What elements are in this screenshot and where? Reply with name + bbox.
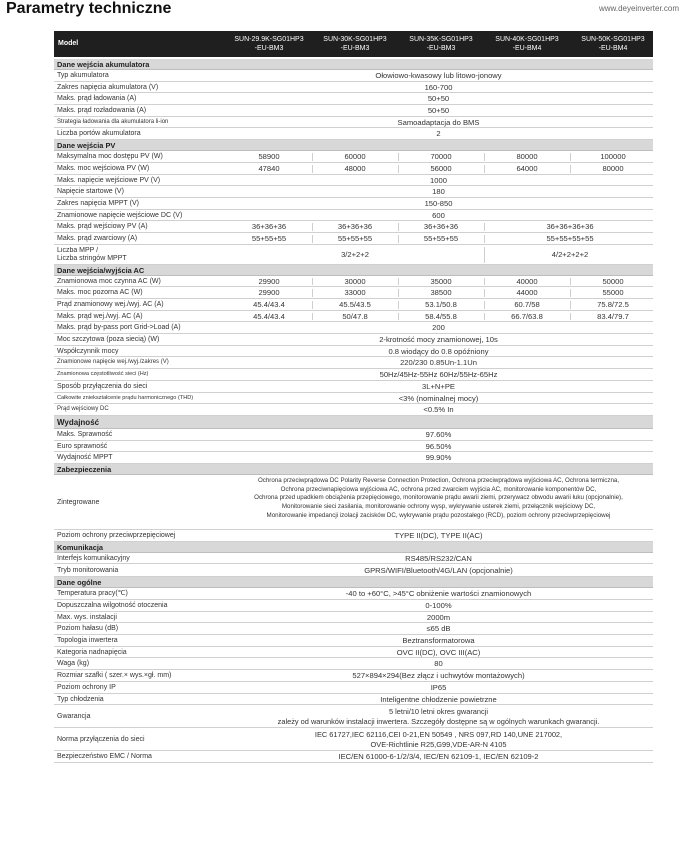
spec-value: 66.7/63.8	[511, 311, 543, 321]
section-header	[54, 464, 653, 475]
spec-value: 64000	[516, 163, 538, 173]
spec-value: -40 to +60°C, >45°C obniżenie wartości znamionowych	[345, 589, 532, 599]
spec-row	[54, 682, 653, 694]
spec-value: TYPE II(DC), TYPE II(AC)	[394, 530, 483, 540]
spec-value: 80000	[516, 152, 538, 162]
spec-row	[54, 186, 653, 198]
spec-label: Maks. moc pozorna AC (W)	[57, 289, 143, 297]
spec-label: Typ chłodzenia	[57, 695, 104, 703]
column-divider	[570, 278, 571, 286]
spec-row	[54, 705, 653, 728]
spec-value: 50+50	[427, 106, 450, 116]
spec-value: 3L+N+PE	[422, 381, 455, 391]
spec-value: 55+55+55	[423, 233, 459, 243]
column-divider	[398, 313, 399, 321]
spec-label: Znamionowe napięcie wej./wyj./zakres (V)	[57, 359, 169, 366]
spec-row	[54, 728, 653, 751]
spec-row	[54, 530, 653, 542]
spec-label: Norma przyłączenia do sieci	[57, 736, 145, 744]
spec-value: 48000	[344, 163, 366, 173]
spec-row	[54, 564, 653, 577]
section-title: Zabezpieczenia	[57, 464, 112, 474]
column-divider	[312, 165, 313, 173]
spec-value: 38500	[430, 288, 452, 298]
spec-value: 2-krotność mocy znamionowej, 10s	[379, 335, 498, 345]
spec-label: Maks. prąd ładowania (A)	[57, 95, 137, 103]
spec-value: 53.1/50.8	[425, 300, 457, 309]
spec-row	[54, 393, 653, 405]
spec-value: 70000	[430, 152, 452, 162]
column-divider	[484, 301, 485, 309]
column-divider	[484, 235, 485, 243]
spec-value: Beztransformatorowa	[402, 636, 475, 646]
website-url[interactable]: www.deyeinverter.com	[598, 4, 679, 13]
spec-row	[54, 233, 653, 245]
spec-row	[54, 369, 653, 381]
spec-value: 527×894×294(Bez złącz i uchwytów montażowych)	[352, 671, 525, 681]
spec-row	[54, 93, 653, 105]
spec-row	[54, 588, 653, 600]
spec-value: 1000	[430, 175, 447, 185]
spec-row	[54, 612, 653, 624]
spec-row	[54, 357, 653, 369]
section-title: Komunikacja	[57, 542, 104, 552]
spec-value: Samoadaptacja do BMS	[397, 117, 480, 127]
spec-label: Interfejs komunikacyjny	[57, 554, 130, 562]
spec-row	[54, 658, 653, 670]
column-divider	[484, 289, 485, 297]
table-header	[54, 31, 653, 57]
spec-row	[54, 245, 653, 265]
column-divider	[484, 153, 485, 161]
spec-label: Maks. prąd zwarciowy (A)	[57, 234, 138, 242]
spec-row	[54, 70, 653, 82]
spec-value: 36+36+36	[251, 222, 287, 232]
spec-label: Temperatura pracy(℃)	[57, 590, 128, 598]
column-divider	[312, 301, 313, 309]
spec-value: 33000	[344, 288, 366, 298]
spec-label: Zakres napięcia akumulatora (V)	[57, 83, 159, 91]
spec-label: Euro sprawność	[57, 442, 108, 450]
section-header	[54, 577, 653, 588]
protection-list: Ochrona przeciwprądowa DC Polarity Reverse Connection Protection, Ochrona przeciwprądowa wyjściowa AC, Ochrona termiczna, Ochrona przeciwnapięciowa wyjściowa AC, ochrona przed zwarciem wyjścia AC, monitorowanie komponentów DC, Ochrona przed upadkiem obciążenia przepięciowego, monitorowanie prądu awarii ziemi, przerywacz obwodu awarii łuku (opcjonalnie), Monitorowanie sieci zasilania, monitorowanie ochrony wysp, wykrywanie usterek ziemi, przełącznik wejściowy DC, Monitorowanie impedancji izolacji zacisków DC, wykrywanie prądu pozostałego (RCD), poziom ochrony przeciwprzepięciowej	[254, 476, 623, 519]
spec-value: RS485/RS232/CAN	[405, 553, 472, 563]
spec-label: Znamionowa częstotliwość sieci (Hz)	[57, 371, 149, 378]
column-divider	[484, 313, 485, 321]
spec-value: 36+36+36	[423, 222, 459, 232]
spec-value: 0-100%	[425, 601, 452, 610]
spec-label: Typ akumulatora	[57, 72, 109, 79]
spec-value: Inteligentne chłodzenie powietrzne	[380, 694, 497, 704]
spec-label: Maks. napięcie wejściowe PV (V)	[57, 176, 161, 184]
spec-label: Poziom ochrony przeciwprzepięciowej	[57, 531, 176, 539]
spec-value: 40000	[516, 276, 538, 286]
spec-value: 60.7/58	[514, 300, 540, 309]
spec-row	[54, 322, 653, 334]
spec-value: 80000	[602, 163, 624, 173]
spec-value: Ołowiowo-kwasowy lub litowo-jonowy	[375, 71, 502, 80]
spec-label: Topologia inwertera	[57, 637, 118, 645]
model-column-header: SUN-30K-SG01HP3 -EU-BM3	[323, 36, 387, 52]
spec-value: 96.50%	[425, 441, 452, 451]
spec-label: Liczba portów akumulatora	[57, 130, 141, 138]
spec-label: Rozmiar szafki ( szer.× wys.×gł. mm)	[57, 672, 172, 680]
spec-value: 58900	[258, 152, 280, 162]
model-label: Model	[58, 40, 79, 47]
spec-row	[54, 299, 653, 311]
spec-row	[54, 647, 653, 659]
spec-value: 99.90%	[425, 453, 452, 463]
column-divider	[398, 165, 399, 173]
spec-value: 83.4/79.7	[597, 311, 629, 321]
spec-value: 150-850	[424, 198, 453, 208]
spec-label: Współczynnik mocy	[57, 347, 119, 355]
spec-label: Maks. Sprawność	[57, 430, 113, 438]
spec-value: 50Hz/45Hz-55Hz 60Hz/55Hz-65Hz	[379, 370, 498, 380]
spec-row	[54, 600, 653, 612]
spec-value: <0.5% In	[423, 405, 454, 415]
spec-row	[54, 276, 653, 288]
spec-value: 0.8 wiodący do 0.8 opóźniony	[388, 346, 489, 356]
column-divider	[398, 223, 399, 231]
spec-value: 50+50	[427, 94, 450, 104]
column-divider	[398, 235, 399, 243]
spec-value: IEC 61727,IEC 62116,CEI 0-21,EN 50549 , NRS 097,RD 140,UNE 217002, OVE-Richtlinie R25,G99,VDE-AR-N 4105	[314, 730, 563, 749]
spec-row	[54, 452, 653, 464]
spec-row	[54, 623, 653, 635]
spec-value: ≤65 dB	[426, 624, 451, 634]
spec-value: OVC II(DC), OVC III(AC)	[396, 647, 481, 657]
spec-row	[54, 475, 653, 530]
section-title: Dane wejścia/wyjścia AC	[57, 265, 145, 275]
section-header	[54, 140, 653, 151]
spec-value: IEC/EN 61000-6-1/2/3/4, IEC/EN 62109-1, IEC/EN 62109-2	[338, 752, 539, 762]
spec-value: 29900	[258, 288, 280, 298]
spec-value: 55000	[602, 288, 624, 298]
spec-label: Poziom hałasu (dB)	[57, 625, 119, 633]
section-header	[54, 265, 653, 276]
spec-value: 80	[434, 659, 443, 669]
spec-label: Maks. prąd wejściowy PV (A)	[57, 223, 148, 231]
spec-row	[54, 82, 653, 94]
spec-row	[54, 553, 653, 565]
column-divider	[398, 301, 399, 309]
spec-value: 97.60%	[425, 429, 452, 439]
spec-row	[54, 670, 653, 682]
spec-value: 35000	[430, 276, 452, 286]
spec-row	[54, 221, 653, 233]
spec-label: Napięcie startowe (V)	[57, 188, 124, 196]
spec-label: Maksymalna moc dostępu PV (W)	[57, 153, 163, 161]
spec-value: 200	[432, 323, 445, 333]
section-title: Wydajność	[57, 417, 100, 427]
spec-label: Kategoria nadnapięcia	[57, 648, 127, 656]
column-divider	[312, 278, 313, 286]
spec-label: Max. wys. instalacji	[57, 613, 117, 621]
column-divider	[484, 278, 485, 286]
column-divider	[570, 301, 571, 309]
spec-value: 4/2+2+2+2	[551, 249, 589, 259]
spec-value: 58.4/55.8	[425, 311, 457, 321]
spec-label: Liczba MPP / Liczba stringów MPPT	[57, 246, 127, 263]
spec-label: Maks. prąd rozładowania (A)	[57, 107, 147, 115]
spec-value: 44000	[516, 288, 538, 298]
column-divider	[570, 289, 571, 297]
spec-value: 3/2+2+2	[341, 249, 369, 259]
spec-value: GPRS/WIFI/Bluetooth/4G/LAN (opcjonalnie)	[364, 566, 513, 576]
spec-row	[54, 311, 653, 323]
spec-row	[54, 117, 653, 129]
spec-value: 100000	[600, 152, 626, 162]
column-divider	[570, 313, 571, 321]
column-divider	[398, 289, 399, 297]
section-header	[54, 542, 653, 553]
spec-value: <3% (nominalnej mocy)	[398, 393, 479, 403]
spec-row	[54, 151, 653, 163]
spec-value: 50/47.8	[342, 311, 368, 321]
spec-label: Wydajność MPPT	[57, 454, 113, 462]
section-title: Dane wejścia PV	[57, 141, 116, 151]
spec-value: 47840	[258, 163, 280, 173]
spec-value: 36+36+36	[337, 222, 373, 232]
spec-value: 2000m	[426, 612, 451, 622]
spec-label: Moc szczytowa (poza siecią) (W)	[57, 336, 160, 344]
spec-label: Maks. prąd by-pass port Grid->Load (A)	[57, 324, 181, 332]
spec-label: Znamionowa moc czynna AC (W)	[57, 277, 161, 285]
spec-value: IP65	[430, 682, 447, 692]
spec-value: 55+55+55	[251, 233, 287, 243]
spec-label: Znamionowe napięcie wejściowe DC (V)	[57, 211, 183, 219]
spec-label: Zakres napięcia MPPT (V)	[57, 199, 139, 207]
spec-row	[54, 751, 653, 763]
spec-label: Strategia ładowania dla akumulatora li-ion	[57, 118, 169, 125]
spec-value: 56000	[430, 163, 452, 173]
spec-value: 45.4/43.4	[253, 311, 285, 321]
spec-value: 600	[432, 210, 445, 220]
spec-row	[54, 198, 653, 210]
spec-value: 55+55+55	[337, 233, 373, 243]
spec-label: Całkowite zniekształcenie prądu harmonicznego (THD)	[57, 394, 194, 401]
spec-table	[54, 59, 653, 763]
page-title: Parametry techniczne	[6, 0, 172, 17]
model-column-header: SUN-50K-SG01HP3 -EU-BM4	[581, 36, 645, 52]
section-header	[54, 416, 653, 429]
spec-label: Zintegrowane	[57, 498, 100, 506]
column-divider	[398, 153, 399, 161]
spec-label: Gwarancja	[57, 713, 91, 721]
spec-row	[54, 346, 653, 358]
spec-value: 29900	[258, 276, 280, 286]
column-divider	[312, 223, 313, 231]
model-column-header: SUN-40K-SG01HP3 -EU-BM4	[495, 36, 559, 52]
spec-row	[54, 694, 653, 706]
spec-label: Maks. prąd wej./wyj. AC (A)	[57, 312, 143, 320]
spec-value: 30000	[344, 276, 366, 286]
spec-label: Waga (kg)	[57, 660, 90, 668]
spec-label: Prąd wejściowy DC	[57, 406, 109, 413]
spec-row	[54, 429, 653, 441]
spec-value: 2	[436, 129, 441, 139]
spec-value: 36+36+36+36	[546, 222, 594, 232]
spec-value: 160-700	[424, 82, 453, 92]
spec-label: Dopuszczalna wilgotność otoczenia	[57, 602, 168, 609]
spec-row	[54, 287, 653, 299]
section-header	[54, 59, 653, 70]
spec-value: 45.5/43.5	[339, 300, 371, 309]
spec-row	[54, 128, 653, 140]
spec-value: 5 letni/10 letni okres gwarancji zależy od warunków instalacji inwertera. Szczegóły dostępne są w ogólnych warunkach gwarancji.	[277, 707, 600, 726]
spec-value: 45.4/43.4	[253, 300, 285, 309]
section-title: Dane wejścia akumulatora	[57, 60, 150, 69]
spec-row	[54, 334, 653, 346]
model-column-header: SUN-35K-SG01HP3 -EU-BM3	[409, 36, 473, 52]
column-divider	[570, 165, 571, 173]
spec-value: 60000	[344, 152, 366, 162]
spec-label: Maks. moc wejściowa PV (W)	[57, 164, 150, 172]
model-column-header: SUN-29.9K-SG01HP3 -EU-BM3	[234, 36, 304, 52]
spec-row	[54, 105, 653, 117]
spec-row	[54, 404, 653, 416]
spec-value: 55+55+55+55	[546, 233, 594, 243]
column-divider	[312, 153, 313, 161]
column-divider	[484, 247, 485, 263]
spec-row	[54, 210, 653, 222]
spec-label: Tryb monitorowania	[57, 567, 119, 575]
column-divider	[312, 313, 313, 321]
spec-label: Poziom ochrony IP	[57, 683, 116, 691]
spec-label: Sposób przyłączenia do sieci	[57, 382, 148, 390]
spec-row	[54, 381, 653, 393]
spec-value: 220/230 0.85Un-1.1Un	[400, 358, 477, 368]
spec-label: Prąd znamionowy wej./wyj. AC (A)	[57, 301, 164, 308]
spec-value: 180	[432, 187, 445, 197]
column-divider	[312, 235, 313, 243]
spec-row	[54, 175, 653, 187]
spec-value: 50000	[602, 276, 624, 286]
spec-row	[54, 635, 653, 647]
column-divider	[484, 165, 485, 173]
spec-label: Bezpieczeństwo EMC / Norma	[57, 753, 152, 761]
column-divider	[398, 278, 399, 286]
spec-row	[54, 441, 653, 453]
column-divider	[570, 153, 571, 161]
spec-row	[54, 163, 653, 175]
column-divider	[312, 289, 313, 297]
section-title: Dane ogólne	[57, 578, 102, 588]
column-divider	[484, 223, 485, 231]
spec-value: 75.8/72.5	[597, 300, 629, 309]
